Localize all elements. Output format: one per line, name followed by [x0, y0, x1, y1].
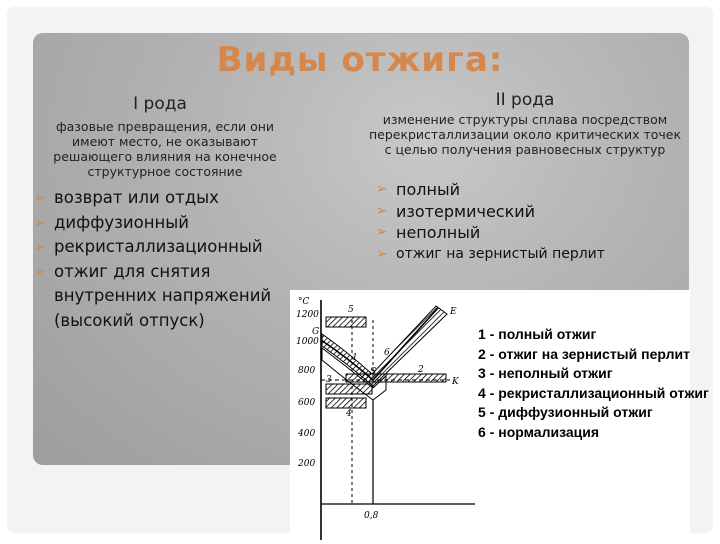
point-label-e: E	[450, 307, 457, 317]
right-description: изменение структуры сплава посредством перекристаллизации около критических точек с целью получения равновесных структур	[368, 112, 682, 157]
arrow-bullet-icon: ➢	[376, 202, 388, 219]
legend-item: 2 - отжиг на зернистый перлит	[478, 345, 690, 362]
left-bullet-list	[34, 186, 294, 333]
list-item: ➢ диффузионный	[34, 211, 294, 236]
list-item: ➢ полный	[376, 180, 460, 199]
list-item: ➢ отжиг на зернистый перлит	[376, 244, 676, 266]
arrow-bullet-icon: ➢	[376, 224, 388, 240]
arrow-bullet-icon: ➢	[34, 190, 46, 206]
y-tick-label: 1000	[296, 337, 319, 347]
left-heading: I рода	[133, 94, 187, 114]
right-heading: II рода	[495, 90, 555, 110]
y-tick-label: 1200	[296, 310, 319, 320]
region-label: 4	[346, 409, 352, 419]
right-bullet-list	[376, 179, 676, 265]
diagram-legend	[478, 325, 709, 443]
arrow-bullet-icon: ➢	[34, 214, 46, 231]
legend-item: 6 - нормализация	[478, 423, 600, 440]
region-label: 1	[352, 353, 358, 363]
point-label-k: K	[452, 377, 459, 387]
list-item: ➢ неполный	[376, 223, 481, 242]
legend-item: 4 - рекристаллизационный отжиг	[478, 384, 709, 401]
legend-item: 5 - диффузионный отжиг	[478, 404, 653, 421]
left-description: фазовые превращения, если они имеют место, не оказывают решающего влияния на конечное структурное состояние	[53, 119, 277, 179]
list-item: ➢ отжиг для снятия внутренних напряжений (высокий отпуск)	[34, 261, 272, 330]
x-tick-label: 0,8	[364, 511, 379, 521]
list-item: ➢ изотермический	[376, 201, 536, 221]
list-item: ➢ возврат или отдых	[34, 186, 294, 211]
y-unit-label: °C	[298, 297, 310, 307]
region-4-band	[326, 398, 366, 408]
region-3-band	[326, 384, 372, 394]
y-tick-label: 400	[298, 429, 316, 439]
region-label: 6	[384, 348, 390, 358]
region-5-band	[326, 317, 366, 327]
region-label: 2	[418, 365, 424, 375]
arrow-bullet-icon: ➢	[34, 263, 46, 280]
point-label-s: S	[370, 367, 377, 377]
y-tick-label: 800	[298, 366, 316, 376]
arrow-bullet-icon: ➢	[376, 181, 388, 197]
arrow-bullet-icon: ➢	[34, 239, 46, 255]
slide-title: Виды отжига:	[216, 40, 504, 80]
y-tick-label: 200	[298, 459, 316, 469]
list-item: ➢ рекристаллизационный	[34, 235, 294, 260]
region-label: 5	[348, 305, 354, 315]
arrow-bullet-icon: ➢	[376, 245, 388, 262]
region-2-band	[346, 374, 446, 382]
point-label-g: G	[312, 327, 320, 337]
legend-item: 3 - неполный отжиг	[478, 365, 613, 382]
region-label: 3	[326, 375, 332, 385]
legend-item: 1 - полный отжиг	[478, 326, 597, 342]
y-tick-label: 600	[298, 398, 316, 408]
